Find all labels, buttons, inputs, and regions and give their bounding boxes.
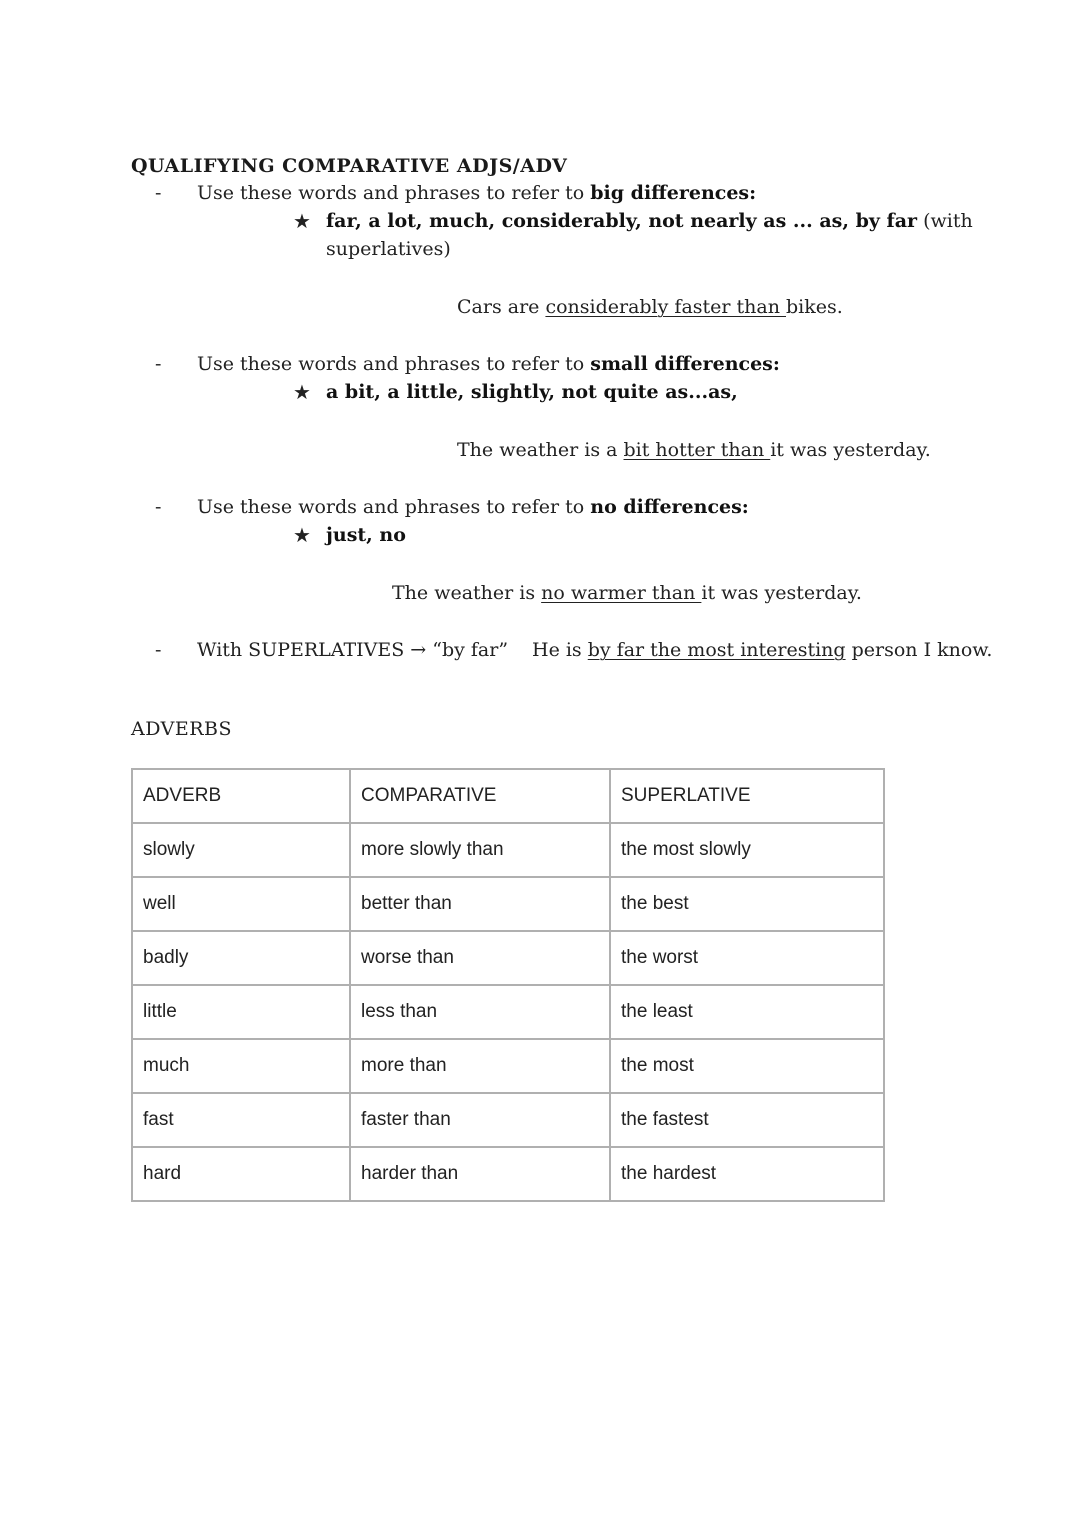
- example-post: bikes.: [786, 296, 843, 318]
- comparative-cell: more slowly than: [350, 823, 610, 877]
- superlative-cell: the worst: [610, 931, 884, 985]
- example-underlined: no warmer than: [541, 582, 702, 604]
- intro-bold: small differences:: [590, 353, 780, 375]
- comparative-cell: less than: [350, 985, 610, 1039]
- intro-bold: big differences:: [590, 182, 757, 204]
- adverb-cell: slowly: [132, 823, 350, 877]
- table-row: [132, 877, 884, 931]
- table-row: [132, 1147, 884, 1201]
- adverb-cell: badly: [132, 931, 350, 985]
- comparative-cell: more than: [350, 1039, 610, 1093]
- example-pre: The weather is: [392, 582, 542, 604]
- table-row: [132, 931, 884, 985]
- small-differences-intro: [197, 350, 780, 378]
- small-differences-example: [457, 436, 931, 464]
- example-pre: The weather is a: [457, 439, 624, 461]
- adverbs-section-title: ADVERBS: [131, 718, 232, 740]
- superlative-cell: the hardest: [610, 1147, 884, 1201]
- big-differences-intro: [197, 179, 756, 207]
- table-row: [132, 1093, 884, 1147]
- big-differences-bullet: [326, 207, 973, 235]
- list-dash: -: [155, 639, 162, 661]
- bullet-rest: (with: [917, 210, 973, 232]
- no-differences-bullet: [326, 521, 406, 549]
- superlative-cell: the least: [610, 985, 884, 1039]
- example-pre: Cars are: [457, 296, 546, 318]
- table-header-row: [132, 769, 884, 823]
- table-row: [132, 985, 884, 1039]
- adverbs-table: [131, 768, 885, 1202]
- bullet-bold: far, a lot, much, considerably, not nearly as ... as, by far: [326, 210, 918, 232]
- no-differences-example: [392, 579, 862, 607]
- example-underlined: bit hotter than: [623, 439, 771, 461]
- bullet-bold: a bit, a little, slightly, not quite as...as,: [326, 381, 738, 403]
- comparative-cell: harder than: [350, 1147, 610, 1201]
- intro-text: Use these words and phrases to refer to: [197, 496, 591, 518]
- adverb-cell: well: [132, 877, 350, 931]
- star-bullet-icon: ★: [293, 523, 311, 547]
- adverb-cell: much: [132, 1039, 350, 1093]
- adverb-cell: fast: [132, 1093, 350, 1147]
- small-differences-bullet: [326, 378, 738, 406]
- comparative-cell: worse than: [350, 931, 610, 985]
- header-cell: ADVERB: [132, 769, 350, 823]
- superlative-cell: the best: [610, 877, 884, 931]
- intro-bold: no differences:: [590, 496, 749, 518]
- superlative-cell: the fastest: [610, 1093, 884, 1147]
- example-post: it was yesterday.: [701, 582, 862, 604]
- page-title: QUALIFYING COMPARATIVE ADJS/ADV: [131, 155, 568, 177]
- example-underlined: considerably faster than: [545, 296, 786, 318]
- example-underlined: by far the most interesting: [587, 639, 846, 661]
- star-bullet-icon: ★: [293, 380, 311, 404]
- table-row: [132, 823, 884, 877]
- list-dash: -: [155, 182, 162, 204]
- comparative-cell: faster than: [350, 1093, 610, 1147]
- superlative-cell: the most slowly: [610, 823, 884, 877]
- list-dash: -: [155, 353, 162, 375]
- list-dash: -: [155, 496, 162, 518]
- superlatives-note: With SUPERLATIVES → “by far”: [197, 639, 509, 661]
- superlatives-example: [532, 636, 992, 664]
- comparative-cell: better than: [350, 877, 610, 931]
- adverb-cell: little: [132, 985, 350, 1039]
- no-differences-intro: [197, 493, 749, 521]
- table-row: [132, 1039, 884, 1093]
- adverb-cell: hard: [132, 1147, 350, 1201]
- superlative-cell: the most: [610, 1039, 884, 1093]
- example-post: person I know.: [845, 639, 993, 661]
- big-differences-example: [457, 293, 843, 321]
- intro-text: Use these words and phrases to refer to: [197, 182, 591, 204]
- intro-text: Use these words and phrases to refer to: [197, 353, 591, 375]
- big-differences-bullet-cont: superlatives): [326, 238, 451, 260]
- bullet-bold: just, no: [326, 524, 406, 546]
- example-pre: He is: [532, 639, 588, 661]
- example-post: it was yesterday.: [770, 439, 931, 461]
- star-bullet-icon: ★: [293, 209, 311, 233]
- header-cell: SUPERLATIVE: [610, 769, 884, 823]
- header-cell: COMPARATIVE: [350, 769, 610, 823]
